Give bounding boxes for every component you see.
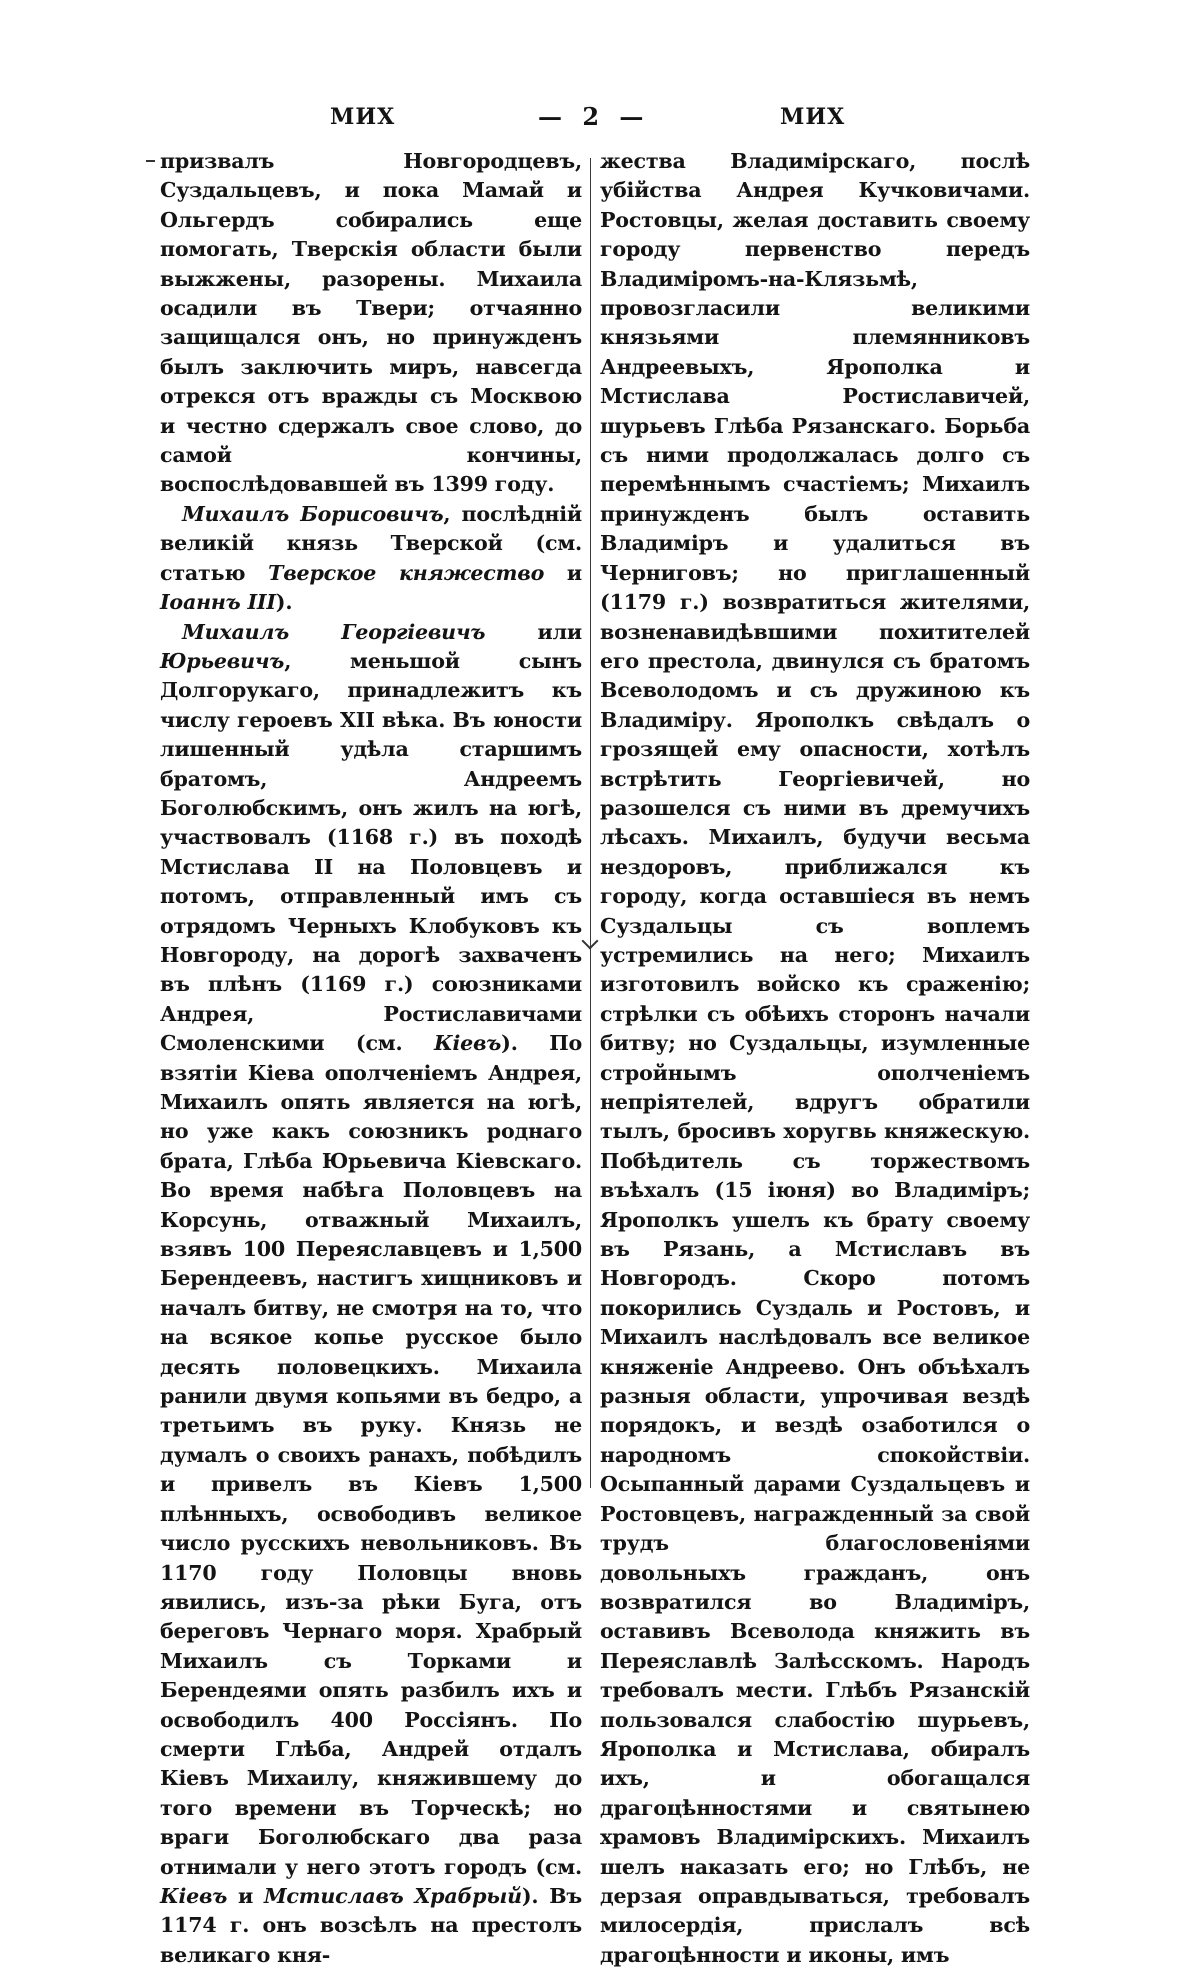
divider-mark	[582, 933, 599, 950]
header-left-keyword: МИХ	[330, 104, 395, 130]
entry-text: и	[227, 1884, 264, 1908]
entry-text: ). Въ 1174 г. онъ возсѣлъ на престолъ великаго кня-	[160, 1884, 582, 1967]
margin-mark	[146, 160, 155, 162]
left-column	[160, 147, 582, 1970]
page-header	[0, 104, 1191, 144]
left-paragraph-continuation: призвалъ Новгородцевъ, Суздальцевъ, и пока Мамай и Ольгердъ собирались еще помогать, Тверскія области были выжжены, разорены. Михаила осадили въ Твери; отчаянно защищался онъ, но принужденъ былъ заключить миръ, навсегда отрекся отъ вражды съ Москвою и честно сдержалъ свое слово, до самой кончины, воспослѣдовавшей въ 1399 году.	[160, 147, 582, 500]
entry-text: , меньшой сынъ Долгорукаго, принадлежитъ къ числу героевъ XII вѣка. Въ юности лишенный удѣла старшимъ братомъ, Андреемъ Боголюбскимъ, онъ жилъ на югѣ, участвовалъ (1168 г.) въ походѣ Мстислава II на Половцевъ и потомъ, отправленный имъ съ отрядомъ Черныхъ Клобуковъ къ Новгороду, на дорогѣ захваченъ въ плѣнъ (1169 г.) союзниками Андрея, Ростиславичами Смоленскими (см.	[160, 649, 582, 1055]
entry-title: Михаилъ Георгіевичъ	[182, 620, 485, 644]
cross-reference: Кіевъ	[434, 1031, 501, 1055]
entry-title: Михаилъ Борисовичъ	[182, 502, 443, 526]
entry-text: , послѣдній великій князь Тверской (см. статью	[160, 502, 582, 585]
right-paragraph-continuation: жества Владимірскаго, послѣ убійства Андрея Кучковичами. Ростовцы, желая доставить своему городу первенство передъ Владиміромъ-на-Клязьмѣ, провозгласили великими князьями племянниковъ Андреевыхъ, Ярополка и Мстислава Ростиславичей, шурьевъ Глѣба Рязанскаго. Борьба съ ними продолжалась долго съ перемѣннымъ счастіемъ; Михаилъ принужденъ былъ оставить Владиміръ и удалиться въ Черниговъ; но приглашенный (1179 г.) возвратиться жителями, возненавидѣвшими похитителей его престола, двинулся съ братомъ Всеволодомъ и съ дружиною къ Владиміру. Ярополкъ свѣдалъ о грозящей ему опасности, хотѣлъ встрѣтить Георгіевичей, но разошелся съ ними въ дремучихъ лѣсахъ. Михаилъ, будучи весьма нездоровъ, приближался къ городу, когда оставшіеся въ немъ Суздальцы съ воплемъ устремились на него; Михаилъ изготовилъ войско къ сраженію; стрѣлки съ обѣихъ сторонъ начали битву; но Суздальцы, изумленные стройнымъ ополченіемъ непріятелей, вдругъ обратили тылъ, бросивъ хоругвь княжескую. Побѣдитель съ торжествомъ въѣхалъ (15 іюня) во Владиміръ; Ярополкъ ушелъ къ брату своему въ Рязань, а Мстиславъ въ Новгородъ. Скоро потомъ покорились Суздаль и Ростовъ, и Михаилъ наслѣдовалъ все великое княженіе Андреево. Онъ объѣхалъ разныя области, упрочивая вездѣ порядокъ, и вездѣ озаботился о народномъ спокойствіи. Осыпанный дарами Суздальцевъ и Ростовцевъ, награжденный за свой трудъ благословеніями довольныхъ гражданъ, онъ возвратился во Владиміръ, оставивъ Всеволода княжить въ Переяславлѣ Залѣсскомъ. Народъ требовалъ мести. Глѣбъ Рязанскій пользовался слабостію шурьевъ, Ярополка и Мстислава, обиралъ ихъ, и обогащался драгоцѣнностями и святынею храмовъ Владимірскихъ. Михаилъ шелъ наказать его; но Глѣбъ, не дерзая оправдываться, требовалъ милосердія, прислалъ всѣ драгоцѣнности и иконы, имъ	[600, 147, 1030, 1970]
entry-mikhail-georgievich	[160, 618, 582, 1970]
cross-reference: Тверское княжество	[268, 561, 544, 585]
cross-reference: Іоаннъ III	[160, 590, 276, 614]
entry-text: ).	[276, 590, 293, 614]
entry-text: и	[544, 561, 582, 585]
entry-text: или	[485, 620, 582, 644]
entry-text: ). По взятіи Кіева ополченіемъ Андрея, Михаилъ опять является на югѣ, но уже какъ союзникъ роднаго брата, Глѣба Юрьевича Кіевскаго. Во время набѣга Половцевъ на Корсунь, отважный Михаилъ, взявъ 100 Переяславцевъ и 1,500 Берендеевъ, настигъ хищниковъ и началъ битву, не смотря на то, что на всякое копье русское было десять половецкихъ. Михаила ранили двумя копьями въ бедро, а третьимъ въ руку. Князь не думалъ о своихъ ранахъ, побѣдилъ и привелъ въ Кіевъ 1,500 плѣнныхъ, освободивъ великое число русскихъ невольниковъ. Въ 1170 году Половцы вновь явились, изъ-за рѣки Буга, отъ береговъ Чернаго моря. Храбрый Михаилъ съ Торками и Берендеями опять разбилъ ихъ и освободилъ 400 Россіянъ. По смерти Глѣба, Андрей отдалъ Кіевъ Михаилу, княжившему до того времени въ Торческѣ; но враги Боголюбскаго два раза отнимали у него этотъ городъ (см.	[160, 1031, 582, 1878]
entry-mikhail-borisovich	[160, 500, 582, 618]
header-right-keyword: МИХ	[780, 104, 845, 130]
right-column	[600, 147, 1030, 1970]
page-number: — 2 —	[538, 102, 649, 131]
cross-reference: Мстиславъ Храбрый	[264, 1884, 522, 1908]
cross-reference: Кіевъ	[160, 1884, 227, 1908]
column-divider	[590, 158, 591, 1488]
entry-title-alt: Юрьевичъ	[160, 649, 284, 673]
